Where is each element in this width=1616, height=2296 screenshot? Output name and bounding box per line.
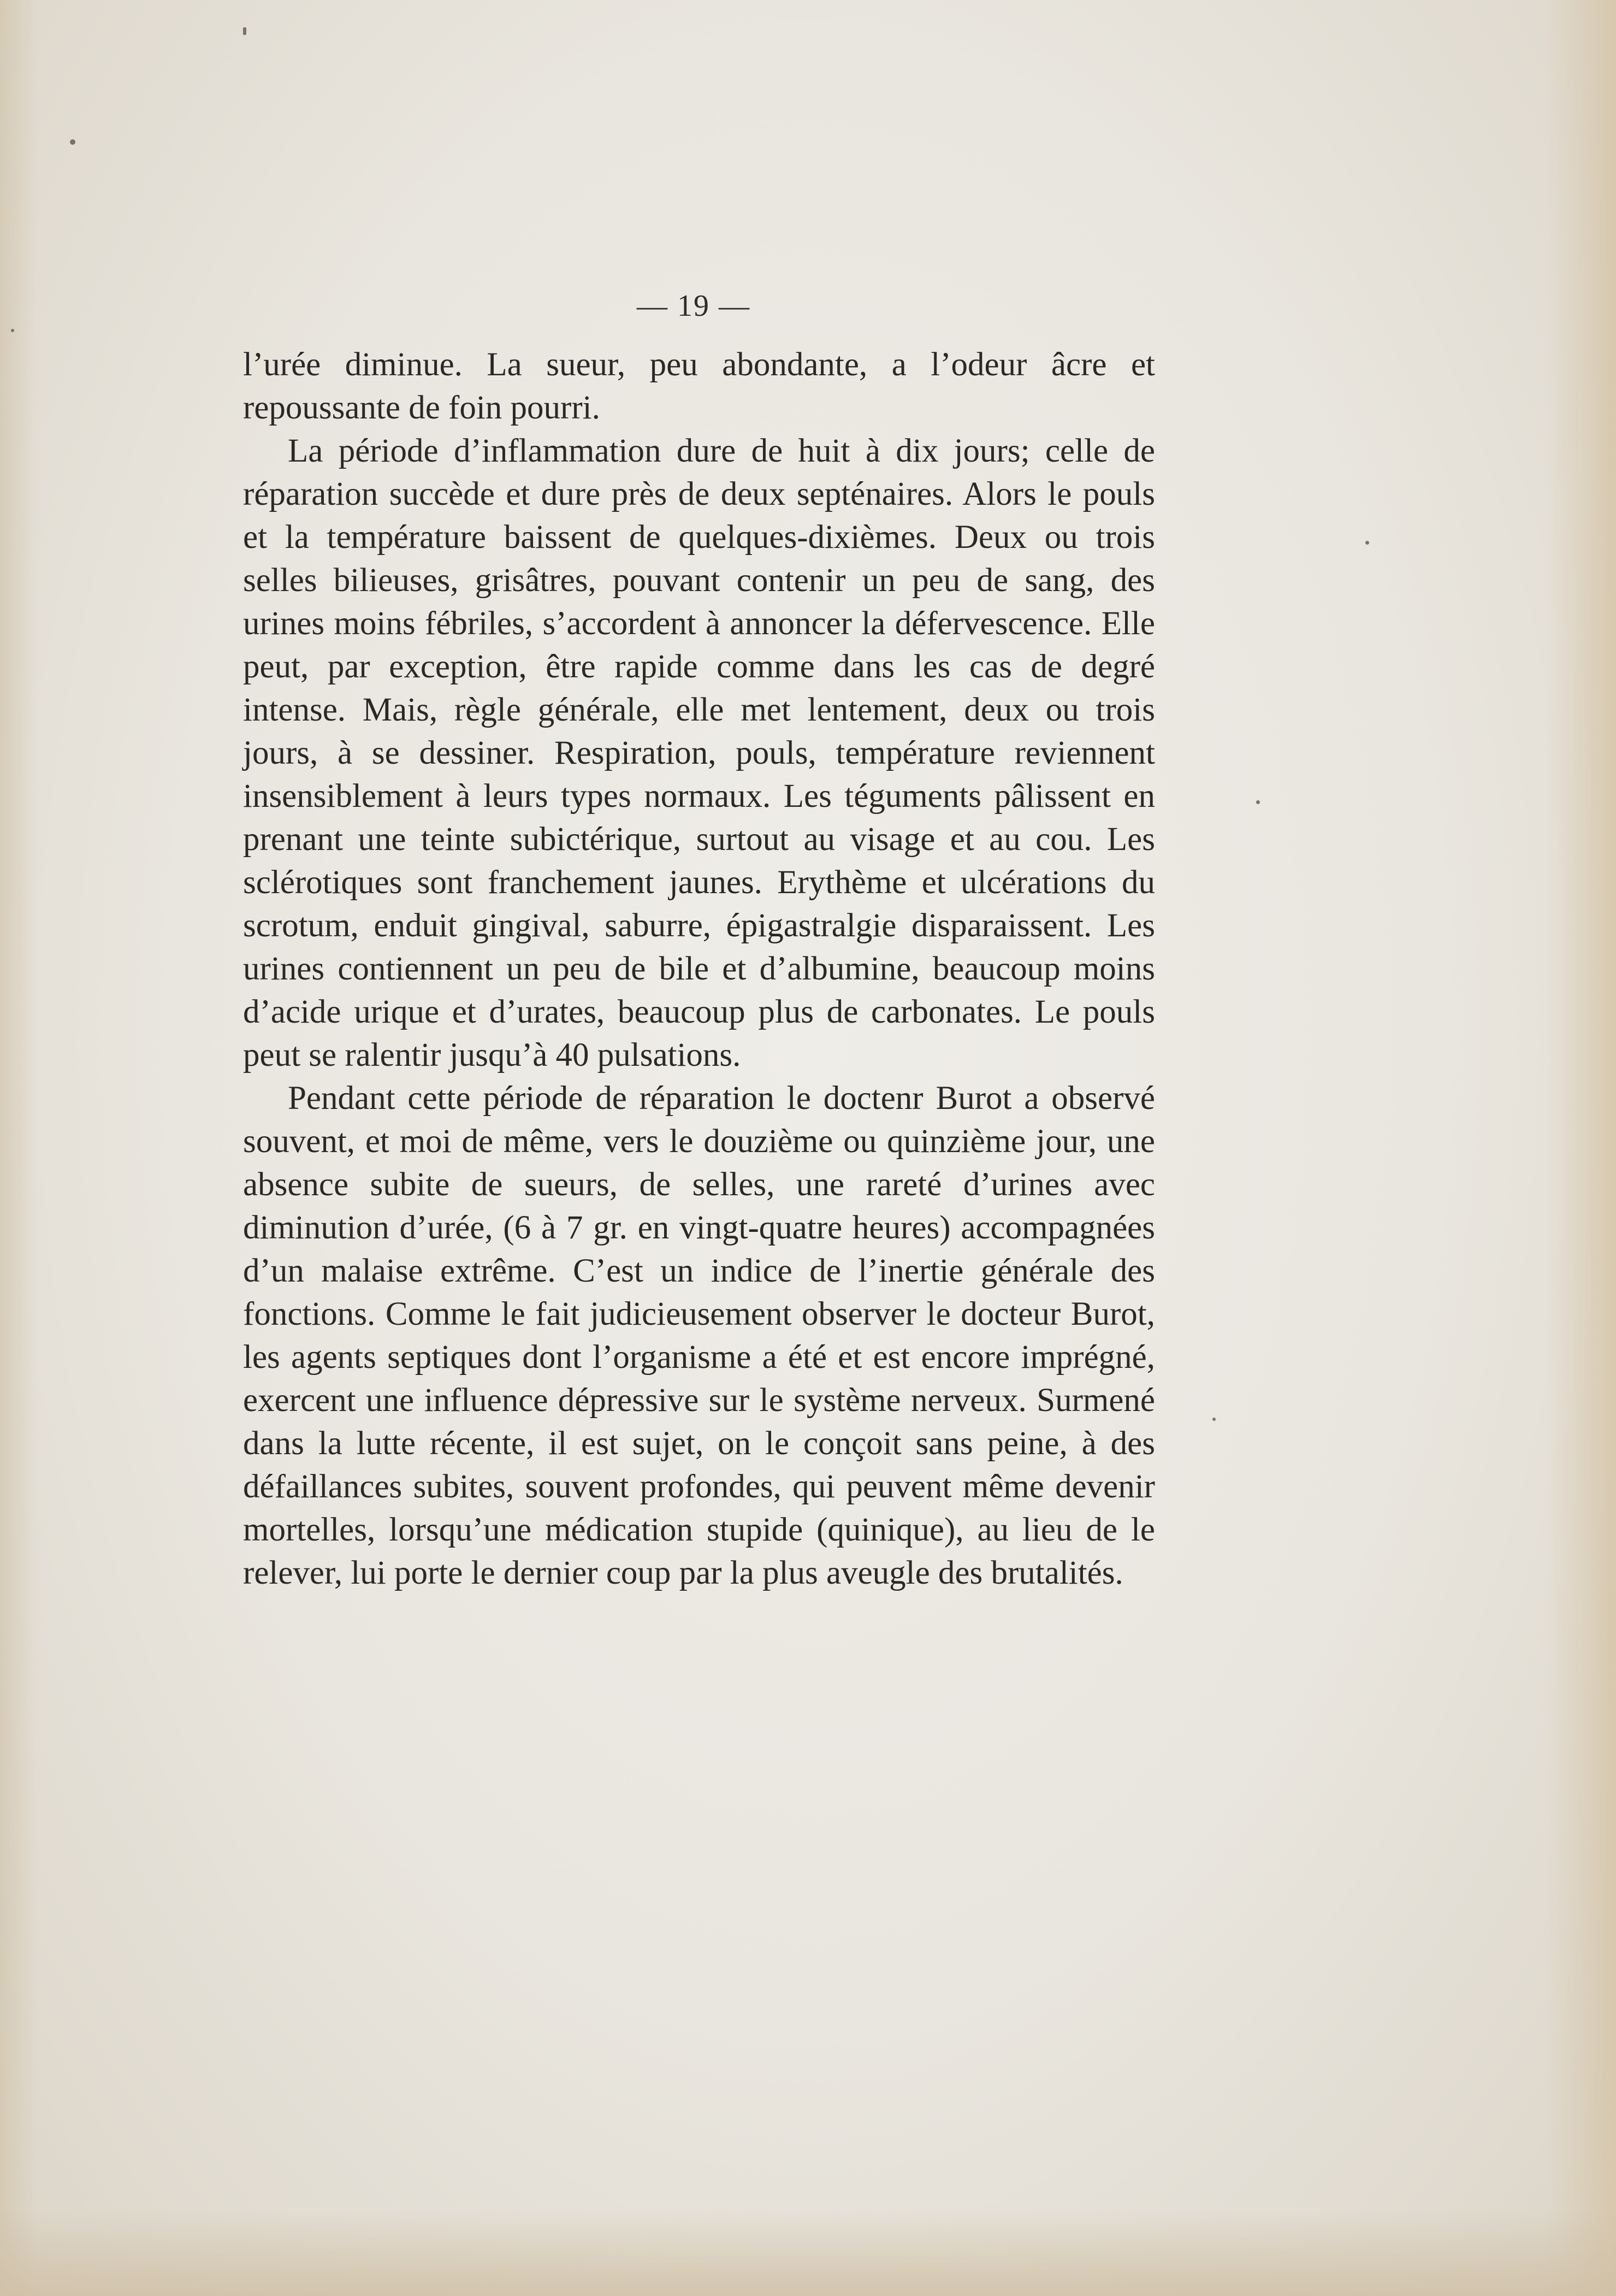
paragraph-3: Pendant cette période de réparation le doctenr Burot a observé souvent, et moi de même, vers le douzième ou quinzième jour, une absence subite de sueurs, de selles, une rareté d’urines avec diminution d’urée, (6 à 7 gr. en vingt-quatre heures) accompagnées d’un malaise extrême. C’est un indice de l’inertie générale des fonctions. Comme le fait judicieusement observer le docteur Burot, les agents septiques dont l’organisme a été et est encore imprégné, exercent une influence dépressive sur le système nerveux. Surmené dans la lutte récente, il est sujet, on le conçoit sans peine, à des défaillances subites, souvent profondes, qui peuvent même devenir mortelles, lorsqu’une médication stupide (quinique), au lieu de le relever, lui porte le dernier coup par la plus aveugle des brutalités. bbox=[243, 1080, 1155, 1591]
paragraph-1: l’urée diminue. La sueur, peu abondante, a l’odeur âcre et repoussante de foin pourri. bbox=[243, 346, 1155, 426]
page-edge-shadow-bottom bbox=[0, 2209, 1616, 2296]
paper-speck bbox=[1365, 541, 1369, 545]
page-number: — 19 — bbox=[637, 289, 750, 323]
paper-speck bbox=[1212, 1418, 1216, 1421]
paper-speck bbox=[70, 139, 75, 145]
paper-speck bbox=[1256, 800, 1260, 804]
paper-speck bbox=[11, 329, 14, 332]
paragraph-2: La période d’inflammation dure de huit à dix jours; celle de réparation succède et dure près de deux septénaires. Alors le pouls et la température baissent de quelques-dixièmes. Deux ou trois selles bilieuses, grisâtres, pouvant contenir un peu de sang, des urines moins fébriles, s’accordent à annoncer la défervescence. Elle peut, par exception, être rapide comme dans les cas de degré intense. Mais, règle générale, elle met lentement, deux ou trois jours, à se dessiner. Respiration, pouls, température reviennent insensiblement à leurs types normaux. Les téguments pâlissent en prenant une teinte subictérique, surtout au visage et au cou. Les sclérotiques sont franchement jaunes. Erythème et ulcérations du scrotum, enduit gingival, saburre, épigastralgie disparaissent. Les urines contiennent un peu de bile et d’albumine, beaucoup moins d’acide urique et d’urates, beaucoup plus de carbonates. Le pouls peut se ralentir jusqu’à 40 pulsations. bbox=[243, 433, 1155, 1073]
page-edge-shadow-left bbox=[0, 0, 38, 2296]
paper-speck bbox=[243, 27, 246, 35]
page-edge-shadow-right bbox=[1545, 0, 1616, 2296]
body-text bbox=[243, 343, 1155, 1595]
